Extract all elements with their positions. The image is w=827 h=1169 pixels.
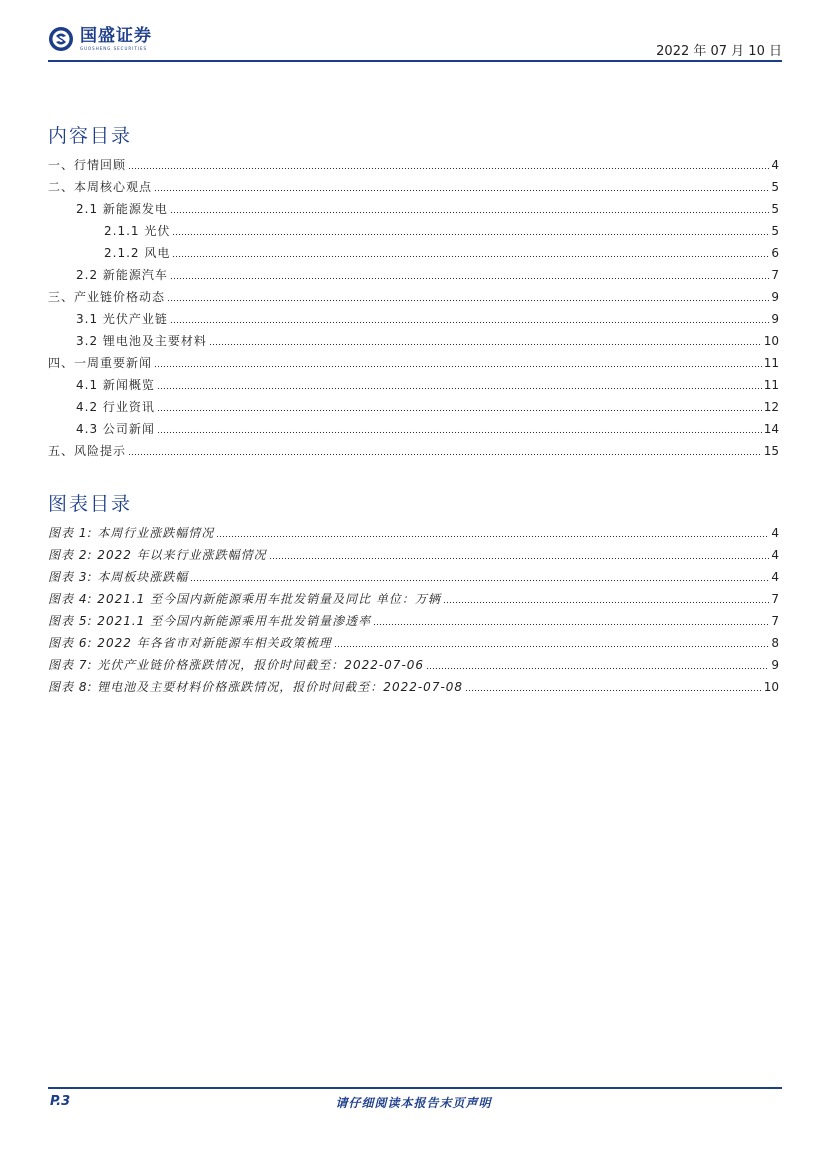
logo-icon <box>48 26 74 52</box>
toc-entry[interactable] <box>48 238 779 260</box>
figures-title: 图表目录 <box>48 493 133 515</box>
toc-entry-page: 15 <box>763 444 779 458</box>
toc-entry-label: 一、行情回顾 <box>48 158 127 172</box>
dot-leader <box>170 321 769 324</box>
dot-leader <box>426 667 769 670</box>
figure-entry-label: 图表 3: 本周板块涨跌幅 <box>48 570 189 584</box>
report-date: 2022 年 07 月 10 日 <box>656 44 782 59</box>
figure-entry-page: 10 <box>763 680 779 694</box>
figure-entry[interactable] <box>48 540 779 562</box>
footer-divider <box>48 1087 782 1089</box>
figure-entry-label: 图表 5: 2021.1 至今国内新能源乘用车批发销量渗透率 <box>48 614 372 628</box>
dot-leader <box>154 365 762 368</box>
toc-entry-page: 11 <box>763 378 779 392</box>
dot-leader <box>128 167 769 170</box>
toc-entry-page: 10 <box>763 334 779 348</box>
figures-list <box>48 518 779 694</box>
toc-entry-label: 2.1.2 风电 <box>104 246 171 260</box>
figure-entry-page: 4 <box>771 548 779 562</box>
toc-entry-label: 三、产业链价格动态 <box>48 290 166 304</box>
toc-entry-label: 四、一周重要新闻 <box>48 356 153 370</box>
dot-leader <box>465 689 762 692</box>
toc-entry-label: 3.2 锂电池及主要材料 <box>76 334 207 348</box>
toc-entry-page: 9 <box>771 312 779 326</box>
figure-entry-label: 图表 8: 锂电池及主要材料价格涨跌情况，报价时间截至：2022-07-08 <box>48 680 464 694</box>
figure-entry[interactable] <box>48 562 779 584</box>
dot-leader <box>209 343 762 346</box>
toc-entry-label: 2.1.1 光伏 <box>104 224 171 238</box>
toc-entry-label: 2.1 新能源发电 <box>76 202 168 216</box>
page-header <box>48 26 782 62</box>
dot-leader <box>154 189 769 192</box>
dot-leader <box>443 601 769 604</box>
figure-entry[interactable] <box>48 606 779 628</box>
dot-leader <box>170 277 769 280</box>
toc-entry-page: 7 <box>771 268 779 282</box>
figure-entry[interactable] <box>48 584 779 606</box>
header-divider <box>48 60 782 62</box>
dot-leader <box>157 409 762 412</box>
brand-name: 国盛证券 <box>80 26 152 46</box>
dot-leader <box>373 623 769 626</box>
toc-entry[interactable] <box>48 370 779 392</box>
toc-entry-page: 11 <box>763 356 779 370</box>
figure-entry-page: 7 <box>771 592 779 606</box>
dot-leader <box>190 579 769 582</box>
contents-title: 内容目录 <box>48 125 133 147</box>
toc-entry-page: 6 <box>771 246 779 260</box>
toc-entry[interactable] <box>48 348 779 370</box>
figure-entry-label: 图表 1: 本周行业涨跌幅情况 <box>48 526 215 540</box>
toc-entry[interactable] <box>48 326 779 348</box>
brand-subtitle: GUOSHENG SECURITIES <box>80 46 148 51</box>
page-number: P.3 <box>50 1094 71 1109</box>
dot-leader <box>216 535 769 538</box>
figure-entry[interactable] <box>48 650 779 672</box>
figure-entry-page: 8 <box>771 636 779 650</box>
toc-entry-label: 4.2 行业资讯 <box>76 400 155 414</box>
figure-entry-page: 4 <box>771 526 779 540</box>
toc-entry-label: 2.2 新能源汽车 <box>76 268 168 282</box>
figure-entry-label: 图表 6: 2022 年各省市对新能源车相关政策梳理 <box>48 636 332 650</box>
dot-leader <box>269 557 770 560</box>
toc-entry[interactable] <box>48 150 779 172</box>
contents-list <box>48 150 779 458</box>
toc-entry[interactable] <box>48 282 779 304</box>
dot-leader <box>172 255 769 258</box>
dot-leader <box>157 431 762 434</box>
figure-entry-page: 4 <box>771 570 779 584</box>
toc-entry[interactable] <box>48 304 779 326</box>
dot-leader <box>170 211 769 214</box>
toc-entry-label: 4.1 新闻概览 <box>76 378 155 392</box>
toc-entry-page: 5 <box>771 202 779 216</box>
toc-entry-page: 5 <box>771 180 779 194</box>
toc-entry-page: 4 <box>771 158 779 172</box>
toc-entry-page: 9 <box>771 290 779 304</box>
figure-entry[interactable] <box>48 628 779 650</box>
toc-entry[interactable] <box>48 414 779 436</box>
toc-entry[interactable] <box>48 172 779 194</box>
toc-entry[interactable] <box>48 216 779 238</box>
dot-leader <box>128 453 762 456</box>
toc-entry[interactable] <box>48 392 779 414</box>
disclaimer-note: 请仔细阅读本报告末页声明 <box>335 1096 492 1110</box>
toc-entry-label: 4.3 公司新闻 <box>76 422 155 436</box>
toc-entry[interactable] <box>48 436 779 458</box>
toc-entry-page: 14 <box>763 422 779 436</box>
toc-entry-label: 五、风险提示 <box>48 444 127 458</box>
figure-entry-label: 图表 2: 2022 年以来行业涨跌幅情况 <box>48 548 267 562</box>
dot-leader <box>157 387 762 390</box>
figure-entry-label: 图表 7: 光伏产业链价格涨跌情况，报价时间截至：2022-07-06 <box>48 658 425 672</box>
toc-entry-label: 二、本周核心观点 <box>48 180 153 194</box>
figure-entry-label: 图表 4: 2021.1 至今国内新能源乘用车批发销量及同比 单位：万辆 <box>48 592 441 606</box>
dot-leader <box>334 645 770 648</box>
company-logo <box>48 26 152 52</box>
toc-entry-page: 12 <box>763 400 779 414</box>
figure-entry-page: 7 <box>771 614 779 628</box>
toc-entry[interactable] <box>48 194 779 216</box>
toc-entry[interactable] <box>48 260 779 282</box>
dot-leader <box>172 233 769 236</box>
figure-entry[interactable] <box>48 518 779 540</box>
toc-entry-page: 5 <box>771 224 779 238</box>
toc-entry-label: 3.1 光伏产业链 <box>76 312 168 326</box>
dot-leader <box>167 299 769 302</box>
figure-entry[interactable] <box>48 672 779 694</box>
figure-entry-page: 9 <box>771 658 779 672</box>
